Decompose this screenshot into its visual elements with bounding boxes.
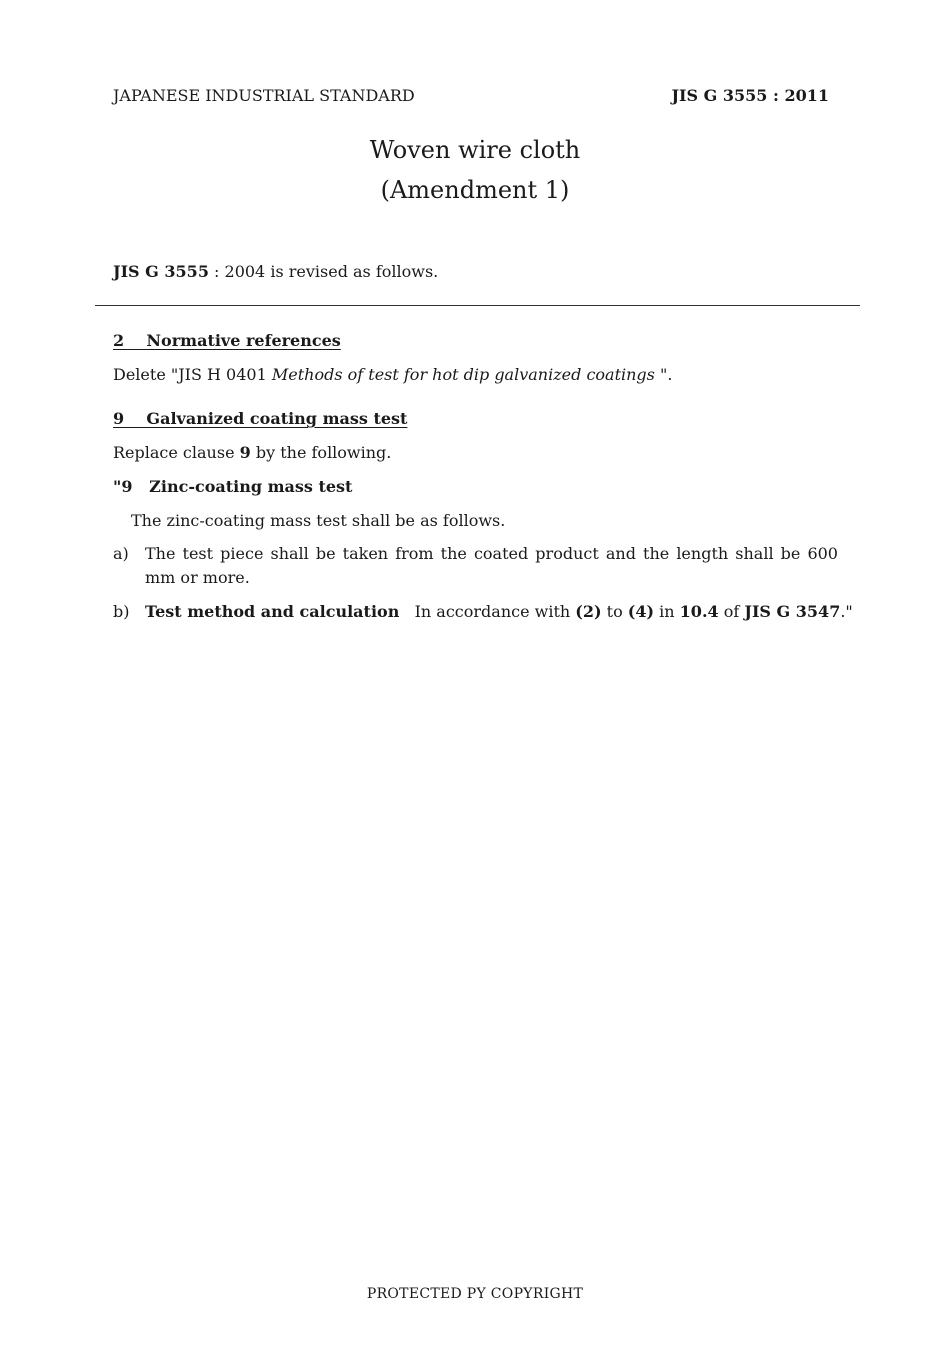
intro-text: : 2004 is revised as follows. — [208, 262, 439, 281]
item-b-text-5: ." — [840, 602, 853, 621]
item-b-ref-3: 10.4 — [679, 602, 719, 621]
item-b-text — [145, 602, 853, 621]
item-b-bold-lead: Test method and calculation — [145, 602, 400, 621]
header-document-number: JIS G 3555 : 2011 — [671, 86, 829, 105]
replace-clause-paragraph — [113, 443, 391, 462]
replace-suffix: by the following. — [250, 443, 392, 462]
delete-suffix: ". — [654, 365, 673, 384]
section-2-delete-paragraph — [113, 365, 672, 384]
header-standard-label: JAPANESE INDUSTRIAL STANDARD — [113, 86, 415, 105]
horizontal-rule — [95, 305, 860, 306]
intro-standard-ref: JIS G 3555 — [113, 262, 209, 281]
section-2-heading: 2 Normative references — [113, 331, 341, 350]
replace-clause-number: 9 — [239, 443, 251, 462]
document-title: Woven wire cloth — [369, 136, 581, 164]
delete-standard-title: Methods of test for hot dip galvanized coatings — [271, 365, 655, 384]
item-b-ref-2: (4) — [627, 602, 655, 621]
section-9-heading: 9 Galvanized coating mass test — [113, 409, 408, 428]
item-b-text-2: to — [601, 602, 628, 621]
item-b-label: b) — [113, 602, 130, 621]
item-b-text-1: In accordance with — [399, 602, 576, 621]
item-a-label: a) — [113, 544, 129, 563]
delete-prefix: Delete "JIS H 0401 — [113, 365, 272, 384]
item-b-ref-1: (2) — [575, 602, 602, 621]
item-b-text-4: of — [718, 602, 745, 621]
new-clause-heading: "9 Zinc-coating mass test — [113, 477, 353, 496]
item-b-ref-4: JIS G 3547 — [744, 602, 841, 621]
item-a-line-2: mm or more. — [145, 568, 250, 587]
item-b-text-3: in — [654, 602, 680, 621]
item-a-line-1: The test piece shall be taken from the coated product and the length shall be 600 — [145, 544, 838, 563]
intro-paragraph — [113, 262, 438, 281]
replace-prefix: Replace clause — [113, 443, 240, 462]
new-clause-intro: The zinc-coating mass test shall be as follows. — [131, 511, 506, 530]
copyright-footer: PROTECTED PY COPYRIGHT — [366, 1286, 584, 1302]
document-subtitle: (Amendment 1) — [380, 176, 570, 204]
